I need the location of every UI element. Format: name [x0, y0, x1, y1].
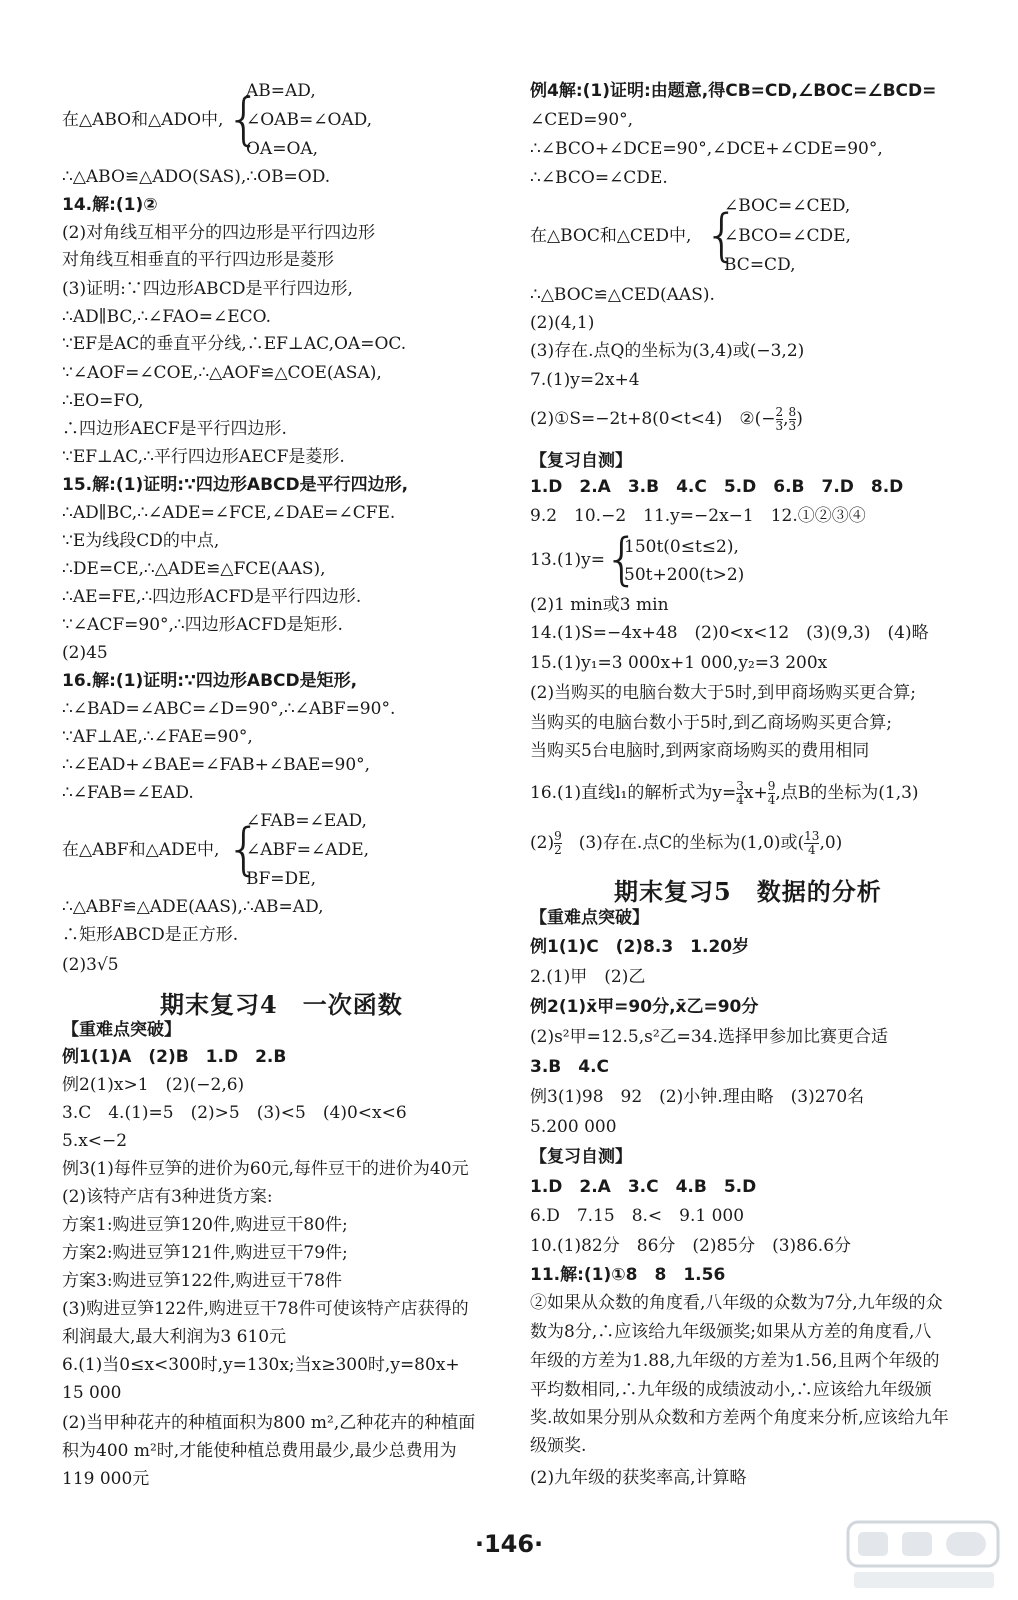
section-subheading: 【复习自测】	[530, 451, 632, 471]
brace: {	[704, 203, 740, 268]
text-line: (2)对角线互相平分的四边形是平行四边形	[62, 223, 376, 243]
answer-line: 5.200 000	[530, 1117, 617, 1137]
text-line: (3)证明:∵四边形ABCD是平行四边形,	[62, 279, 353, 299]
text-line: ∴AD∥BC,∴∠ADE=∠FCE,∠DAE=∠CFE.	[62, 503, 396, 523]
watermark-logo	[844, 1518, 1004, 1594]
text-line: ∵E为线段CD的中点,	[62, 531, 220, 551]
answer-line: 9.2 10.−2 11.y=−2x−1 12.①②③④	[530, 506, 866, 526]
text-line: ∠OAB=∠OAD,	[246, 110, 373, 130]
text-line: (3)存在.点Q的坐标为(3,4)或(−3,2)	[530, 341, 805, 361]
text-line: ∴△BOC≌△CED(AAS).	[530, 285, 715, 305]
text-line: ∠ABF=∠ADE,	[246, 840, 370, 860]
fraction-numerator: 13	[804, 829, 820, 843]
answer-line	[530, 406, 803, 433]
fraction-numerator: 8	[788, 405, 797, 419]
brace: {	[226, 817, 262, 882]
text-line: BC=CD,	[724, 255, 796, 275]
brace: {	[604, 527, 640, 592]
answer-line: 6.D 7.15 8.< 9.1 000	[530, 1206, 745, 1226]
text-line: ∠FAB=∠EAD,	[246, 811, 367, 831]
answer-line: 3.B 4.C	[530, 1057, 610, 1077]
text-fragment: (3)存在.点C的坐标为(1,0)或(	[561, 833, 805, 853]
text-line: ∴AE=FE,∴四边形ACFD是平行四边形.	[62, 587, 362, 607]
text-fragment: ,点B的坐标为(1,3)	[775, 783, 919, 803]
answer-line: 例2(1)x̄甲=90分,x̄乙=90分	[530, 997, 759, 1017]
text-line: OA=OA,	[246, 139, 319, 159]
text-line: 数为8分,∴应该给九年级颁奖;如果从方差的角度看,八	[530, 1322, 932, 1342]
fraction-numerator: 2	[775, 405, 784, 419]
text-line: 15 000	[62, 1383, 122, 1403]
fraction-numerator: 9	[554, 829, 562, 843]
text-line: 积为400 m²时,才能使种植总费用最少,最少总费用为	[62, 1441, 457, 1461]
text-fragment: 16.(1)直线l₁的解析式为y=	[530, 783, 737, 803]
text-line: ∠BOC=∠CED,	[724, 196, 851, 216]
answer-line	[530, 780, 919, 807]
fraction-denominator: 4	[736, 793, 744, 807]
text-line: (2)(4,1)	[530, 313, 595, 333]
answer-line: 10.(1)82分 86分 (2)85分 (3)86.6分	[530, 1236, 852, 1256]
text-line: (2)3√5	[62, 955, 119, 975]
section-title: 期末复习4 一次函数	[160, 990, 403, 1019]
fraction-denominator: 3	[775, 419, 784, 433]
text-line: ∵EF是AC的垂直平分线,∴EF⊥AC,OA=OC.	[62, 334, 407, 354]
fraction-denominator: 4	[807, 843, 816, 857]
text-fragment: ,0)	[819, 833, 843, 853]
text-line: (2)45	[62, 643, 108, 663]
text-fragment: ,	[783, 409, 789, 429]
section-title: 期末复习5 数据的分析	[614, 877, 882, 906]
text-line: ∵AF⊥AE,∴∠FAE=90°,	[62, 727, 253, 747]
question-number: 16.解:(1)证明:∵四边形ABCD是矩形,	[62, 671, 358, 691]
answer-line: 5.x<−2	[62, 1131, 128, 1151]
answer-line: 例3(1)每件豆笋的进价为60元,每件豆干的进价为40元	[62, 1159, 469, 1179]
text-line: 当购买的电脑台数小于5时,到乙商场购买更合算;	[530, 713, 892, 733]
page-number: ·146·	[474, 1530, 544, 1558]
section-subheading: 【复习自测】	[530, 1147, 632, 1167]
answer-line: 例1(1)A (2)B 1.D 2.B	[62, 1047, 287, 1067]
text-line: ∴△ABF≌△ADE(AAS),∴AB=AD,	[62, 897, 324, 917]
text-line: ∴四边形AECF是平行四边形.	[62, 419, 287, 439]
text-line: (2)1 min或3 min	[530, 595, 669, 615]
answer-line: 6.(1)当0≤x<300时,y=130x;当x≥300时,y=80x+	[62, 1355, 460, 1375]
text-line: 119 000元	[62, 1469, 150, 1489]
answer-line: 7.(1)y=2x+4	[530, 370, 640, 390]
answer-line: 2.(1)甲 (2)乙	[530, 967, 646, 987]
text-line: (3)购进豆笋122件,购进豆干78件可使该特产店获得的	[62, 1299, 469, 1319]
text-line: ∵EF⊥AC,∴平行四边形AECF是菱形.	[62, 447, 345, 467]
fraction	[736, 780, 744, 807]
text-line: ∠CED=90°,	[530, 110, 634, 130]
text-line: 50t+200(t>2)	[624, 565, 745, 585]
text-line: ∴∠EAD+∠BAE=∠FAB+∠BAE=90°,	[62, 755, 371, 775]
section-subheading: 【重难点突破】	[62, 1020, 181, 1040]
answer-line	[530, 830, 842, 857]
answer-line: 例1(1)C (2)8.3 1.20岁	[530, 937, 750, 957]
text-line: 利润最大,最大利润为3 610元	[62, 1327, 287, 1347]
fraction	[776, 406, 784, 433]
text-fragment: x+	[743, 783, 768, 803]
text-line: 当购买5台电脑时,到两家商场购买的费用相同	[530, 741, 870, 761]
text-line: 在△BOC和△CED中,	[530, 226, 692, 246]
text-line: (2)s²甲=12.5,s²乙=34.选择甲参加比赛更合适	[530, 1027, 888, 1047]
text-line: 方案1:购进豆笋120件,购进豆干80件;	[62, 1215, 348, 1235]
text-line: (2)当购买的电脑台数大于5时,到甲商场购买更合算;	[530, 683, 917, 703]
answer-line: 1.D 2.A 3.B 4.C 5.D 6.B 7.D 8.D	[530, 477, 904, 497]
text-line: ∵∠ACF=90°,∴四边形ACFD是矩形.	[62, 615, 343, 635]
answer-line: 13.(1)y=	[530, 550, 605, 570]
text-line: 级颁奖.	[530, 1436, 587, 1456]
text-line: ∴AD∥BC,∴∠FAO=∠ECO.	[62, 307, 272, 327]
text-fragment: (2)①S=−2t+8(0<t<4) ②(−	[530, 409, 776, 429]
question-number: 15.解:(1)证明:∵四边形ABCD是平行四边形,	[62, 475, 409, 495]
text-line: BF=DE,	[246, 869, 316, 889]
text-line: 150t(0≤t≤2),	[624, 537, 739, 557]
text-line: ∴EO=FO,	[62, 391, 144, 411]
text-line: (2)该特产店有3种进货方案:	[62, 1187, 273, 1207]
text-fragment: (2)	[530, 833, 555, 853]
text-line: 在△ABO和△ADO中,	[62, 110, 224, 130]
text-line: 年级的方差为1.88,九年级的方差为1.56,且两个年级的	[530, 1351, 940, 1371]
text-line: 在△ABF和△ADE中,	[62, 840, 220, 860]
answer-line: 3.C 4.(1)=5 (2)>5 (3)<5 (4)0<x<6	[62, 1103, 407, 1123]
question-number: 14.解:(1)②	[62, 195, 158, 215]
text-line: AB=AD,	[246, 81, 316, 101]
text-line: ∠BCO=∠CDE,	[724, 226, 851, 246]
text-line: (2)当甲种花卉的种植面积为800 m²,乙种花卉的种植面	[62, 1413, 476, 1433]
text-line: ∴∠BAD=∠ABC=∠D=90°,∴∠ABF=90°.	[62, 699, 396, 719]
fraction-denominator: 4	[767, 793, 776, 807]
section-subheading: 【重难点突破】	[530, 908, 649, 928]
answer-line: 例3(1)98 92 (2)小钟.理由略 (3)270名	[530, 1087, 865, 1107]
text-line: ∴∠BCO=∠CDE.	[530, 168, 668, 188]
text-line: ②如果从众数的角度看,八年级的众数为7分,九年级的众	[530, 1293, 943, 1313]
text-fragment: )	[796, 409, 803, 429]
fraction-numerator: 3	[736, 779, 744, 793]
answer-line: 例2(1)x>1 (2)(−2,6)	[62, 1075, 245, 1095]
answer-line: 1.D 2.A 3.C 4.B 5.D	[530, 1177, 757, 1197]
text-line: ∵∠AOF=∠COE,∴△AOF≌△COE(ASA),	[62, 363, 382, 383]
text-line: 方案2:购进豆笋121件,购进豆干79件;	[62, 1243, 348, 1263]
fraction	[554, 830, 562, 857]
text-line: ∴∠FAB=∠EAD.	[62, 783, 194, 803]
text-line: 奖.故如果分别从众数和方差两个角度来分析,应该给九年	[530, 1408, 949, 1428]
text-line: 方案3:购进豆笋122件,购进豆干78件	[62, 1271, 343, 1291]
text-line: (2)九年级的获奖率高,计算略	[530, 1468, 747, 1488]
fraction-denominator: 2	[554, 843, 562, 857]
fraction	[804, 830, 819, 857]
answer-line: 11.解:(1)①8 8 1.56	[530, 1265, 726, 1285]
fraction-numerator: 9	[767, 779, 776, 793]
text-line: ∴DE=CE,∴△ADE≌△FCE(AAS),	[62, 559, 326, 579]
brace: {	[226, 87, 262, 152]
text-line: 对角线互相垂直的平行四边形是菱形	[62, 250, 334, 270]
text-line: ∴∠BCO+∠DCE=90°,∠DCE+∠CDE=90°,	[530, 139, 883, 159]
answer-line: 14.(1)S=−4x+48 (2)0<x<12 (3)(9,3) (4)略	[530, 623, 929, 643]
text-line: ∴△ABO≌△ADO(SAS),∴OB=OD.	[62, 167, 331, 187]
answer-line: 例4解:(1)证明:由题意,得CB=CD,∠BOC=∠BCD=	[530, 81, 937, 101]
text-line: 平均数相同,∴九年级的成绩波动小,∴应该给九年级颁	[530, 1380, 932, 1400]
answer-line: 15.(1)y₁=3 000x+1 000,y₂=3 200x	[530, 653, 828, 673]
fraction-denominator: 3	[788, 419, 797, 433]
text-line: ∴矩形ABCD是正方形.	[62, 925, 239, 945]
